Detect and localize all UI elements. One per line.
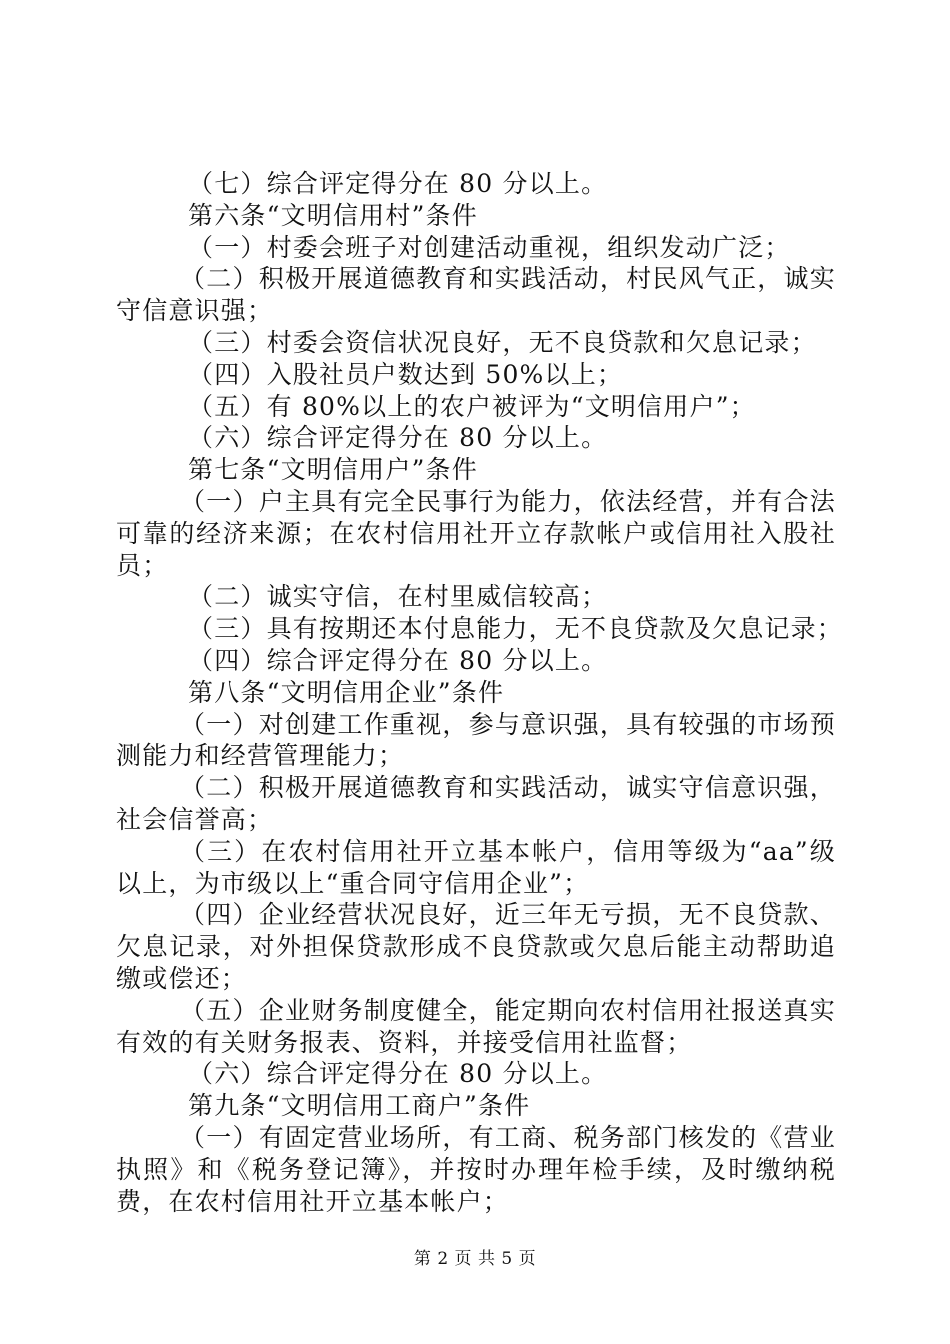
document-line: （六）综合评定得分在 80 分以上。 [188,423,608,453]
document-line: 测能力和经营管理能力； [116,741,405,771]
document-line: 有效的有关财务报表、资料，并接受信用社监督； [116,1027,693,1057]
document-line: 守信意识强； [116,296,274,326]
document-line: （三）在农村信用社开立基本帐户，信用等级为“aa”级 [180,836,836,866]
document-line: （二）积极开展道德教育和实践活动，诚实守信意识强， [180,773,836,803]
document-line: （三）具有按期还本付息能力，无不良贷款及欠息记录； [188,614,844,644]
document-line: 可靠的经济来源；在农村信用社开立存款帐户或信用社入股社 [116,518,836,548]
document-line: （一）村委会班子对创建活动重视，组织发动广泛； [188,232,791,262]
document-line: （一）户主具有完全民事行为能力，依法经营，并有合法 [180,486,836,516]
document-line: 社会信誉高； [116,804,274,834]
document-line: 以上，为市级以上“重合同守信用企业”； [116,868,590,898]
document-line: （四）企业经营状况良好，近三年无亏损，无不良贷款、 [180,900,836,930]
document-line: （五）企业财务制度健全，能定期向农村信用社报送真实 [180,995,836,1025]
document-line: （四）综合评定得分在 80 分以上。 [188,645,608,675]
document-body [116,168,844,1217]
document-line: 执照》和《税务登记簿》，并按时办理年检手续，及时缴纳税 [116,1154,836,1184]
document-line: 员； [116,550,169,580]
document-line: （三）村委会资信状况良好，无不良贷款和欠息记录； [188,327,817,357]
page-footer: 第 2 页 共 5 页 [413,1249,537,1269]
document-line: 第六条“文明信用村”条件 [188,200,478,230]
document-line: （一）有固定营业场所，有工商、税务部门核发的《营业 [180,1122,836,1152]
document-line: 第八条“文明信用企业”条件 [188,677,505,707]
document-line: 费，在农村信用社开立基本帐户； [116,1186,510,1216]
document-line: （七）综合评定得分在 80 分以上。 [188,169,608,198]
document-line: （二）积极开展道德教育和实践活动，村民风气正，诚实 [180,264,836,294]
document-line: 第七条“文明信用户”条件 [188,455,478,485]
document-line: （五）有 80%以上的农户被评为“文明信用户”； [188,391,756,421]
document-line: （二）诚实守信，在村里威信较高； [188,582,608,612]
document-line: （四）入股社员户数达到 50%以上； [188,359,624,389]
document-line: 欠息记录，对外担保贷款形成不良贷款或欠息后能主动帮助追 [116,932,836,962]
document-line: （六）综合评定得分在 80 分以上。 [188,1059,608,1089]
document-line: 缴或偿还； [116,963,248,993]
document-line: 第九条“文明信用工商户”条件 [188,1091,531,1121]
document-line: （一）对创建工作重视，参与意识强，具有较强的市场预 [180,709,836,739]
